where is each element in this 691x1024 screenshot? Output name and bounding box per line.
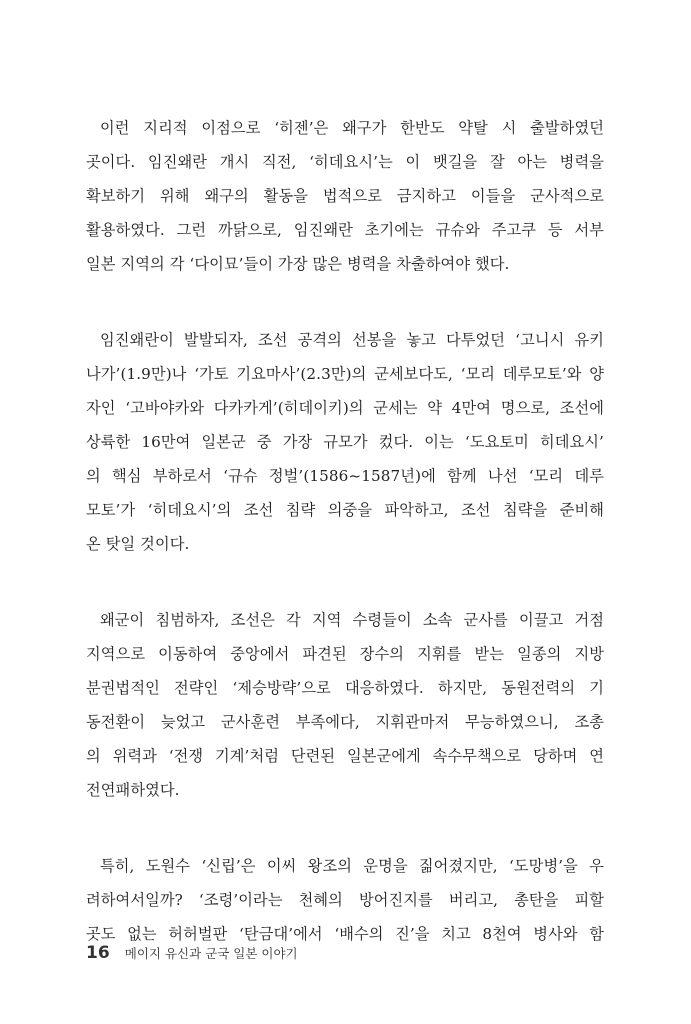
text-line: 지역으로 이동하여 중앙에서 파견된 장수의 지휘를 받는 일종의 지방 bbox=[86, 645, 604, 663]
page-number: 16 bbox=[86, 943, 110, 963]
page-body bbox=[86, 111, 604, 993]
text-line: 의 핵심 부하로서 ‘규슈 정벌’(1586~1587년)에 함께 나선 ‘모리 데루 bbox=[86, 467, 604, 485]
text-line: 일본 지역의 각 ‘다이묘’들이 가장 많은 병력을 차출하여야 했다. bbox=[86, 255, 510, 273]
text-line: 전연패하였다. bbox=[86, 781, 180, 799]
text-line: 의 위력과 ‘전쟁 기계’처럼 단련된 일본군에게 속수무책으로 당하며 연 bbox=[86, 747, 604, 765]
text-line: 려하여서일까? ‘조령’이라는 천혜의 방어진지를 버리고, 총탄을 피할 bbox=[86, 891, 604, 909]
text-line: 상륙한 16만여 일본군 중 가장 규모가 컸다. 이는 ‘도요토미 히데요시’ bbox=[86, 433, 604, 451]
text-line: 나가’(1.9만)나 ‘가토 기요마사’(2.3만)의 군세보다도, ‘모리 데루모토’와 양 bbox=[86, 365, 604, 383]
text-line: 온 탓일 것이다. bbox=[86, 535, 190, 553]
book-title: 메이지 유신과 군국 일본 이야기 bbox=[124, 946, 298, 961]
text-line: 확보하기 위해 왜구의 활동을 법적으로 금지하고 이들을 군사적으로 bbox=[86, 187, 604, 205]
text-line: 임진왜란이 발발되자, 조선 공격의 선봉을 놓고 다투었던 ‘고니시 유키 bbox=[100, 331, 604, 349]
text-line: 왜군이 침범하자, 조선은 각 지역 수령들이 소속 군사를 이끌고 거점 bbox=[100, 611, 604, 629]
text-line: 자인 ‘고바야카와 다카카게’(히데이키)의 군세는 약 4만여 명으로, 조선에 bbox=[86, 399, 604, 417]
paragraph-2 bbox=[86, 323, 604, 561]
paragraph-3 bbox=[86, 603, 604, 807]
text-line: 곳도 없는 허허벌판 ‘탄금대’에서 ‘배수의 진’을 치고 8천여 병사와 함 bbox=[86, 925, 604, 943]
text-line: 모토’가 ‘히데요시’의 조선 침략 의중을 파악하고, 조선 침략을 준비해 bbox=[86, 501, 604, 519]
page-footer bbox=[86, 943, 298, 963]
text-line: 이런 지리적 이점으로 ‘히젠’은 왜구가 한반도 약탈 시 출발하였던 bbox=[100, 119, 604, 137]
text-line: 분권법적인 전략인 ‘제승방략’으로 대응하였다. 하지만, 동원전력의 기 bbox=[86, 679, 604, 697]
paragraph-1 bbox=[86, 111, 604, 281]
text-line: 특히, 도원수 ‘신립’은 이씨 왕조의 운명을 짊어졌지만, ‘도망병’을 우 bbox=[100, 857, 604, 875]
text-line: 동전환이 늦었고 군사훈련 부족에다, 지휘관마저 무능하였으니, 조총 bbox=[86, 713, 604, 731]
text-line: 곳이다. 임진왜란 개시 직전, ‘히데요시’는 이 뱃길을 잘 아는 병력을 bbox=[86, 153, 604, 171]
paragraph-4 bbox=[86, 849, 604, 951]
text-line: 활용하였다. 그런 까닭으로, 임진왜란 초기에는 규슈와 주고쿠 등 서부 bbox=[86, 221, 604, 239]
